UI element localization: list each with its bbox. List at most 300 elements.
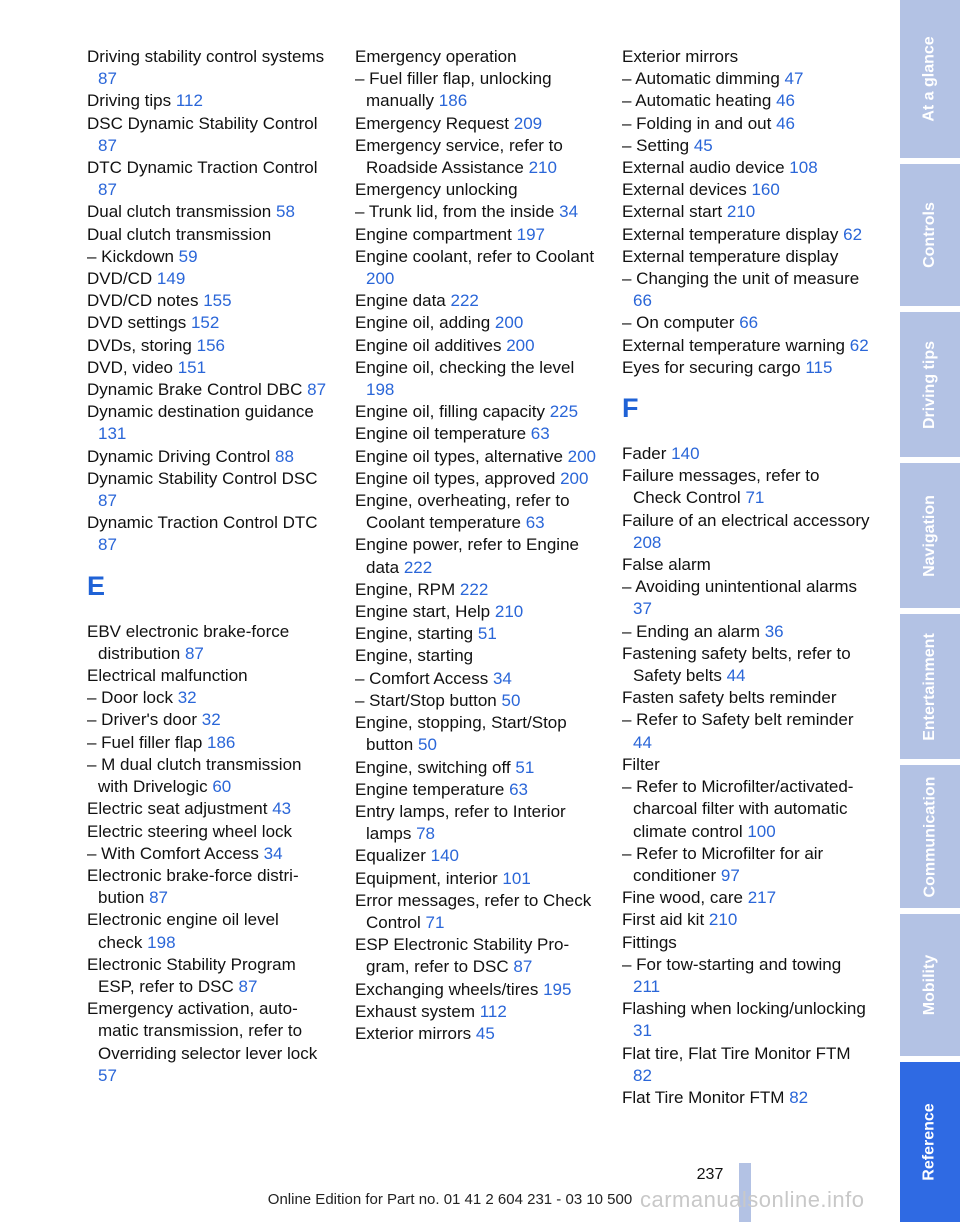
page-reference-link[interactable]: 87: [98, 135, 117, 155]
page-reference-link[interactable]: 186: [207, 732, 236, 752]
page-reference-link[interactable]: 51: [477, 624, 497, 644]
page-reference-link[interactable]: 200: [494, 313, 524, 333]
index-entry: [355, 179, 605, 201]
index-entry: [87, 268, 327, 290]
index-entry: [622, 201, 872, 223]
index-entry: [622, 46, 872, 68]
index-entry: [355, 401, 605, 423]
index-entry-text: Emergency Request: [355, 113, 510, 133]
page-reference-link[interactable]: 140: [671, 444, 700, 464]
index-entry-text: Engine, RPM: [355, 579, 456, 599]
index-entry: [355, 1001, 605, 1023]
index-entry-text: Exterior mirrors: [355, 1023, 472, 1043]
page-reference-link[interactable]: 62: [843, 224, 863, 244]
tab-label: Entertainment: [921, 632, 939, 741]
index-entry-text: Dynamic Brake Control DBC: [87, 380, 303, 400]
index-entry-text: Fastening safety belts, refer to Safety belts: [622, 643, 851, 686]
index-entry-text: Engine, starting: [355, 646, 474, 666]
index-entry: [622, 576, 872, 620]
index-entry-text: Engine, switching off: [355, 757, 511, 777]
page-reference-link[interactable]: 87: [98, 180, 117, 200]
index-entry-text: DVD/CD notes: [87, 291, 199, 311]
page-reference-link[interactable]: 210: [494, 602, 524, 622]
index-entry-text: – For tow-starting and towing: [622, 954, 842, 974]
index-entry-text: EBV electronic brake-force distribution: [87, 621, 290, 663]
index-entry: [622, 1043, 872, 1087]
index-entry-text: Dynamic Stability Control DSC: [87, 468, 318, 488]
index-entry: [622, 709, 872, 753]
index-entry-text: Failure of an electrical accessory: [622, 510, 870, 530]
index-entry: [87, 621, 327, 665]
index-entry: [355, 1023, 605, 1045]
index-entry-text: ESP Electronic Stability Program, refer to DSC: [355, 935, 570, 977]
index-entry: [87, 843, 327, 865]
page-reference-link[interactable]: 50: [501, 690, 521, 710]
page-reference-link[interactable]: 101: [502, 868, 531, 888]
page-reference-link[interactable]: 60: [212, 777, 232, 797]
index-entry: [622, 335, 872, 357]
index-entry-text: DVDs, storing: [87, 335, 192, 355]
page-reference-link[interactable]: 186: [438, 91, 468, 111]
index-entry: [87, 401, 327, 445]
index-entry: [87, 865, 327, 909]
index-entry-text: – Refer to Microfilter/activated-charcoal filter with automatic climate control: [622, 777, 854, 841]
index-entry: [622, 68, 872, 90]
index-entry-text: Fittings: [622, 932, 677, 952]
index-entry-text: Engine coolant, refer to Coolant: [355, 246, 595, 266]
index-entry-text: Flat Tire Monitor FTM: [622, 1087, 785, 1107]
page-reference-link[interactable]: 36: [764, 621, 784, 641]
page-reference-link[interactable]: 210: [726, 202, 756, 222]
index-entry-text: DSC Dynamic Stability Control: [87, 113, 318, 133]
page-reference-link[interactable]: 149: [156, 269, 186, 289]
page-reference-link[interactable]: 87: [149, 888, 168, 908]
index-entry-text: Engine oil types, alternative: [355, 446, 563, 466]
index-entry-text: Electronic engine oil level check: [87, 910, 279, 952]
index-entry-text: Driving stability control systems: [87, 47, 325, 66]
tab-navigation[interactable]: [900, 463, 960, 608]
index-entry: [87, 732, 327, 754]
index-entry: [622, 621, 872, 643]
index-entry: [355, 135, 605, 179]
page-reference-link[interactable]: 210: [528, 158, 557, 178]
page-reference-link[interactable]: 87: [307, 380, 327, 400]
index-entry: [87, 90, 327, 112]
index-entry-text: Engine oil, adding: [355, 313, 491, 333]
index-entry-text: Emergency activation, automatic transmission, refer to Overriding selector lever lock: [87, 999, 318, 1063]
page-reference-link[interactable]: 87: [98, 69, 117, 89]
index-entry-text: Flashing when locking/unlocking: [622, 999, 866, 1019]
index-entry-text: Error messages, refer to Check Control: [355, 890, 592, 932]
page-reference-link[interactable]: 32: [177, 688, 197, 708]
page-reference-link[interactable]: 200: [567, 446, 597, 466]
page-reference-link[interactable]: 34: [559, 202, 579, 222]
index-column-2: [355, 46, 605, 1045]
index-entry: [355, 46, 605, 68]
index-entry: [355, 446, 605, 468]
index-entry: [355, 757, 605, 779]
page-reference-link[interactable]: 140: [430, 846, 459, 866]
index-entry-text: – Refer to Safety belt reminder: [622, 710, 854, 730]
page-reference-link[interactable]: 71: [745, 488, 765, 508]
index-entry-text: – Automatic heating: [622, 91, 772, 111]
page-reference-link[interactable]: 37: [633, 599, 652, 619]
index-entry: [355, 623, 605, 645]
page-reference-link[interactable]: 63: [530, 424, 550, 444]
page-reference-link[interactable]: 112: [175, 91, 203, 111]
tab-label: Driving tips: [921, 340, 939, 429]
index-entry: [622, 268, 872, 312]
page-reference-link[interactable]: 34: [492, 668, 512, 688]
index-entry-text: First aid kit: [622, 910, 705, 930]
page-reference-link[interactable]: 87: [184, 643, 204, 663]
page-reference-link[interactable]: 217: [747, 888, 777, 908]
index-entry: [355, 645, 605, 667]
index-entry: [355, 423, 605, 445]
index-entry: [622, 312, 872, 334]
index-entry-text: Eyes for securing cargo: [622, 357, 801, 377]
index-entry: [87, 821, 327, 843]
index-entry: [355, 712, 605, 756]
page-reference-link[interactable]: 71: [425, 912, 445, 932]
page-reference-link[interactable]: 97: [720, 865, 740, 885]
page-reference-link[interactable]: 62: [849, 335, 869, 355]
page-reference-link[interactable]: 200: [506, 335, 535, 355]
page-reference-link[interactable]: 195: [543, 979, 572, 999]
index-entry-text: – Start/Stop button: [355, 690, 497, 710]
index-entry: [622, 643, 872, 687]
index-entry: [355, 934, 605, 978]
index-entry-text: Fine wood, care: [622, 888, 743, 908]
tab-label: Navigation: [921, 494, 939, 577]
index-entry: [355, 201, 605, 223]
index-entry: [355, 779, 605, 801]
index-entry: [622, 443, 872, 465]
index-entry: [355, 868, 605, 890]
index-entry: [87, 687, 327, 709]
index-entry: [87, 224, 327, 246]
index-entry: [622, 510, 872, 554]
page-reference-link[interactable]: 115: [805, 357, 833, 377]
tab-entertainment[interactable]: [900, 614, 960, 759]
index-entry-text: Engine temperature: [355, 779, 505, 799]
index-entry: [355, 601, 605, 623]
page-reference-link[interactable]: 66: [739, 313, 759, 333]
page-reference-link[interactable]: 198: [147, 932, 176, 952]
page-reference-link[interactable]: 222: [403, 557, 433, 577]
index-entry-text: Engine oil, checking the level: [355, 357, 575, 377]
index-entry-text: Emergency service, refer to Roadside Assistance: [355, 135, 563, 178]
page-reference-link[interactable]: 200: [366, 269, 395, 289]
page-reference-link[interactable]: 32: [201, 710, 221, 730]
index-entry: [87, 290, 327, 312]
index-entry: [355, 312, 605, 334]
index-entry: [622, 1087, 872, 1109]
index-column-1: [87, 46, 327, 1087]
page-reference-link[interactable]: 131: [98, 424, 127, 444]
index-entry: [87, 113, 327, 157]
index-entry-text: Electronic Stability Program ESP, refer to DSC: [87, 954, 296, 996]
index-entry: [87, 954, 327, 998]
index-entry-text: Engine, starting: [355, 624, 474, 644]
index-entry: [87, 798, 327, 820]
page-reference-link[interactable]: 46: [776, 113, 795, 133]
page-reference-link[interactable]: 222: [459, 579, 489, 599]
index-entry: [87, 709, 327, 731]
index-entry-text: – Setting: [622, 135, 690, 155]
page-reference-link[interactable]: 87: [98, 491, 117, 511]
index-entry: [622, 776, 872, 843]
index-entry-text: – M dual clutch transmission with Drivelogic: [87, 754, 302, 797]
index-entry: [622, 843, 872, 887]
tab-at-a-glance[interactable]: [900, 0, 960, 158]
index-entry: [355, 579, 605, 601]
index-entry: [355, 801, 605, 845]
page-reference-link[interactable]: 156: [196, 335, 225, 355]
page-reference-link[interactable]: 108: [789, 158, 818, 178]
index-entry: [87, 512, 327, 556]
page-reference-link[interactable]: 100: [747, 821, 776, 841]
page-reference-link[interactable]: 57: [98, 1065, 117, 1085]
index-entry-text: – Fuel filler flap: [87, 732, 203, 752]
index-entry-text: Engine oil, filling capacity: [355, 402, 545, 422]
page-reference-link[interactable]: 155: [203, 291, 232, 311]
index-entry-text: Flat tire, Flat Tire Monitor FTM: [622, 1043, 851, 1063]
page-reference-link[interactable]: 152: [190, 313, 220, 333]
watermark: carmanualsonline.info: [640, 1187, 865, 1212]
index-entry-text: Engine oil temperature: [355, 424, 527, 444]
index-entry: [622, 224, 872, 246]
index-entry: [87, 335, 327, 357]
page-reference-link[interactable]: 88: [275, 446, 294, 466]
index-entry-text: Emergency operation: [355, 47, 517, 66]
index-entry-text: Engine oil types, approved: [355, 468, 556, 488]
page-reference-link[interactable]: 44: [633, 732, 652, 752]
index-entry-text: Electrical malfunction: [87, 666, 248, 686]
index-entry-text: DVD, video: [87, 357, 173, 377]
index-entry-text: DTC Dynamic Traction Control: [87, 158, 318, 178]
index-entry: [87, 468, 327, 512]
index-entry: [355, 246, 605, 290]
index-entry-text: Emergency unlocking: [355, 180, 518, 200]
index-entry-text: Engine, overheating, refer to Coolant temperature: [355, 491, 570, 533]
page-reference-link[interactable]: 58: [275, 202, 295, 222]
index-entry-text: Exchanging wheels/tires: [355, 979, 539, 999]
index-entry-text: Driving tips: [87, 91, 172, 111]
index-entry-text: Engine data: [355, 291, 446, 311]
page-reference-link[interactable]: 87: [98, 535, 117, 555]
page-reference-link[interactable]: 46: [776, 91, 795, 111]
page-reference-link[interactable]: 47: [784, 69, 804, 89]
index-entry-text: Dual clutch transmission: [87, 202, 272, 222]
page-reference-link[interactable]: 198: [366, 380, 395, 400]
page-reference-link[interactable]: 112: [479, 1001, 507, 1021]
index-entry-text: – Avoiding unintentional alarms: [622, 577, 858, 597]
page-reference-link[interactable]: 59: [178, 246, 198, 266]
index-entry-text: DVD settings: [87, 313, 187, 333]
section-tab-sidebar: [900, 0, 960, 1222]
index-entry: [355, 690, 605, 712]
index-entry-text: Engine, stopping, Start/Stop button: [355, 713, 567, 755]
index-entry-text: Equalizer: [355, 846, 426, 866]
page-reference-link[interactable]: 34: [263, 843, 283, 863]
index-entry-text: – With Comfort Access: [87, 843, 259, 863]
index-column-3: [622, 46, 872, 1109]
page-reference-link[interactable]: 66: [633, 291, 652, 311]
index-entry: [622, 357, 872, 379]
index-entry: [87, 754, 327, 798]
index-entry-text: – On computer: [622, 313, 735, 333]
index-letter-heading: F: [622, 393, 639, 424]
index-entry-text: Dual clutch transmission: [87, 224, 272, 244]
page-reference-link[interactable]: 160: [751, 180, 780, 200]
index-entry: [622, 246, 872, 268]
page-reference-link[interactable]: 225: [549, 402, 579, 422]
page-reference-link[interactable]: 78: [416, 824, 436, 844]
page-reference-link[interactable]: 87: [238, 976, 258, 996]
tab-label: Controls: [921, 202, 938, 268]
page-reference-link[interactable]: 31: [633, 1021, 652, 1041]
index-entry: [622, 687, 872, 709]
index-entry: [87, 379, 327, 401]
page-reference-link[interactable]: 45: [475, 1023, 495, 1043]
index-entry: [87, 357, 327, 379]
page-reference-link[interactable]: 209: [513, 113, 543, 133]
index-entry: [87, 312, 327, 334]
index-entry: [87, 665, 327, 687]
tab-label: Reference: [921, 1103, 938, 1181]
page-reference-link[interactable]: 210: [708, 910, 738, 930]
index-entry-text: Entry lamps, refer to Interior lamps: [355, 801, 566, 844]
index-entry: [622, 998, 872, 1042]
page-reference-link[interactable]: 82: [633, 1065, 652, 1085]
tab-reference[interactable]: [900, 1062, 960, 1222]
index-entry-text: Electric seat adjustment: [87, 799, 268, 819]
index-entry-text: – Comfort Access: [355, 668, 489, 688]
index-entry: [355, 357, 605, 401]
index-entry-text: External temperature warning: [622, 335, 846, 355]
index-entry-text: False alarm: [622, 555, 711, 575]
index-entry-text: Electric steering wheel lock: [87, 821, 293, 841]
page-reference-link[interactable]: 63: [525, 513, 545, 533]
index-entry-text: Dynamic Driving Control: [87, 446, 271, 466]
page-reference-link[interactable]: 222: [450, 291, 479, 311]
index-entry-text: – Changing the unit of measure: [622, 269, 860, 289]
index-entry: [622, 909, 872, 931]
index-entry-text: Engine compartment: [355, 224, 512, 244]
index-entry-text: Electronic brake-force distribution: [87, 865, 299, 908]
page-reference-link[interactable]: 151: [177, 357, 207, 377]
index-entry-text: – Fuel filler flap, unlocking manually: [355, 69, 552, 111]
index-entry: [622, 90, 872, 112]
index-entry: [87, 446, 327, 468]
index-entry: [622, 179, 872, 201]
footer-edition-text: Online Edition for Part no. 01 41 2 604 231 - 03 10 500: [267, 1191, 633, 1208]
page-reference-link[interactable]: 197: [516, 224, 545, 244]
index-entry-text: External audio device: [622, 158, 785, 178]
index-entry: [87, 201, 327, 223]
tab-label: Mobility: [921, 954, 938, 1016]
index-entry-text: – Automatic dimming: [622, 69, 780, 89]
index-entry: [622, 954, 872, 998]
page-reference-link[interactable]: 200: [560, 468, 589, 488]
tab-label: At a glance: [921, 36, 939, 122]
index-entry: [355, 490, 605, 534]
index-entry-text: Engine power, refer to Engine data: [355, 535, 579, 577]
index-entry-text: External temperature display: [622, 224, 839, 244]
index-entry: [355, 890, 605, 934]
index-entry-text: – Driver's door: [87, 710, 198, 730]
index-entry: [622, 554, 872, 576]
page-reference-link[interactable]: 50: [418, 735, 437, 755]
page-reference-link[interactable]: 43: [272, 799, 292, 819]
index-entry-text: Fasten safety belts reminder: [622, 688, 837, 708]
index-entry: [622, 465, 872, 509]
tab-driving-tips[interactable]: [900, 312, 960, 457]
index-entry: [622, 754, 872, 776]
tab-mobility[interactable]: [900, 914, 960, 1056]
index-entry: [622, 157, 872, 179]
index-entry: [355, 335, 605, 357]
page-number: 237: [696, 1166, 724, 1183]
index-entry-text: DVD/CD: [87, 269, 153, 289]
index-entry-text: – Door lock: [87, 688, 173, 708]
index-entry: [355, 668, 605, 690]
index-entry: [622, 887, 872, 909]
page-reference-link[interactable]: 63: [509, 779, 528, 799]
index-entry: [355, 290, 605, 312]
tab-label: Communication: [921, 776, 939, 897]
index-entry: [355, 113, 605, 135]
index-entry: [622, 135, 872, 157]
index-entry-text: Fader: [622, 444, 667, 464]
index-entry: [355, 534, 605, 578]
page-reference-link[interactable]: 51: [515, 757, 535, 777]
page-reference-link[interactable]: 45: [693, 135, 713, 155]
index-entry: [87, 246, 327, 268]
index-entry-text: Failure messages, refer to Check Control: [622, 466, 820, 508]
index-letter-heading: E: [87, 570, 106, 601]
index-entry: [87, 46, 327, 90]
index-entry-text: – Trunk lid, from the inside: [355, 202, 555, 222]
page-reference-link[interactable]: 211: [633, 976, 661, 996]
index-entry-text: Dynamic Traction Control DTC: [87, 513, 318, 533]
index-entry-text: Dynamic destination guidance: [87, 402, 314, 422]
index-entry-text: Filter: [622, 754, 660, 774]
index-entry-text: External temperature display: [622, 246, 839, 266]
tab-controls[interactable]: [900, 164, 960, 306]
index-entry: [87, 998, 327, 1087]
index-entry: [355, 224, 605, 246]
page-reference-link[interactable]: 208: [633, 532, 662, 552]
index-entry-text: External start: [622, 202, 723, 222]
index-entry-text: Equipment, interior: [355, 868, 498, 888]
index-entry-text: – Ending an alarm: [622, 621, 760, 641]
index-entry-text: – Refer to Microfilter for air conditioner: [622, 843, 824, 885]
index-entry-text: Exhaust system: [355, 1001, 475, 1021]
index-entry: [87, 909, 327, 953]
index-entry-text: Engine oil additives: [355, 335, 502, 355]
index-entry: [355, 68, 605, 112]
index-entry-text: – Folding in and out: [622, 113, 772, 133]
page-reference-link[interactable]: 82: [789, 1087, 809, 1107]
tab-communication[interactable]: [900, 765, 960, 908]
page-reference-link[interactable]: 87: [513, 957, 533, 977]
page-reference-link[interactable]: 44: [726, 666, 746, 686]
index-entry: [622, 113, 872, 135]
index-entry-text: Engine start, Help: [355, 602, 491, 622]
index-entry-text: – Kickdown: [87, 246, 174, 266]
